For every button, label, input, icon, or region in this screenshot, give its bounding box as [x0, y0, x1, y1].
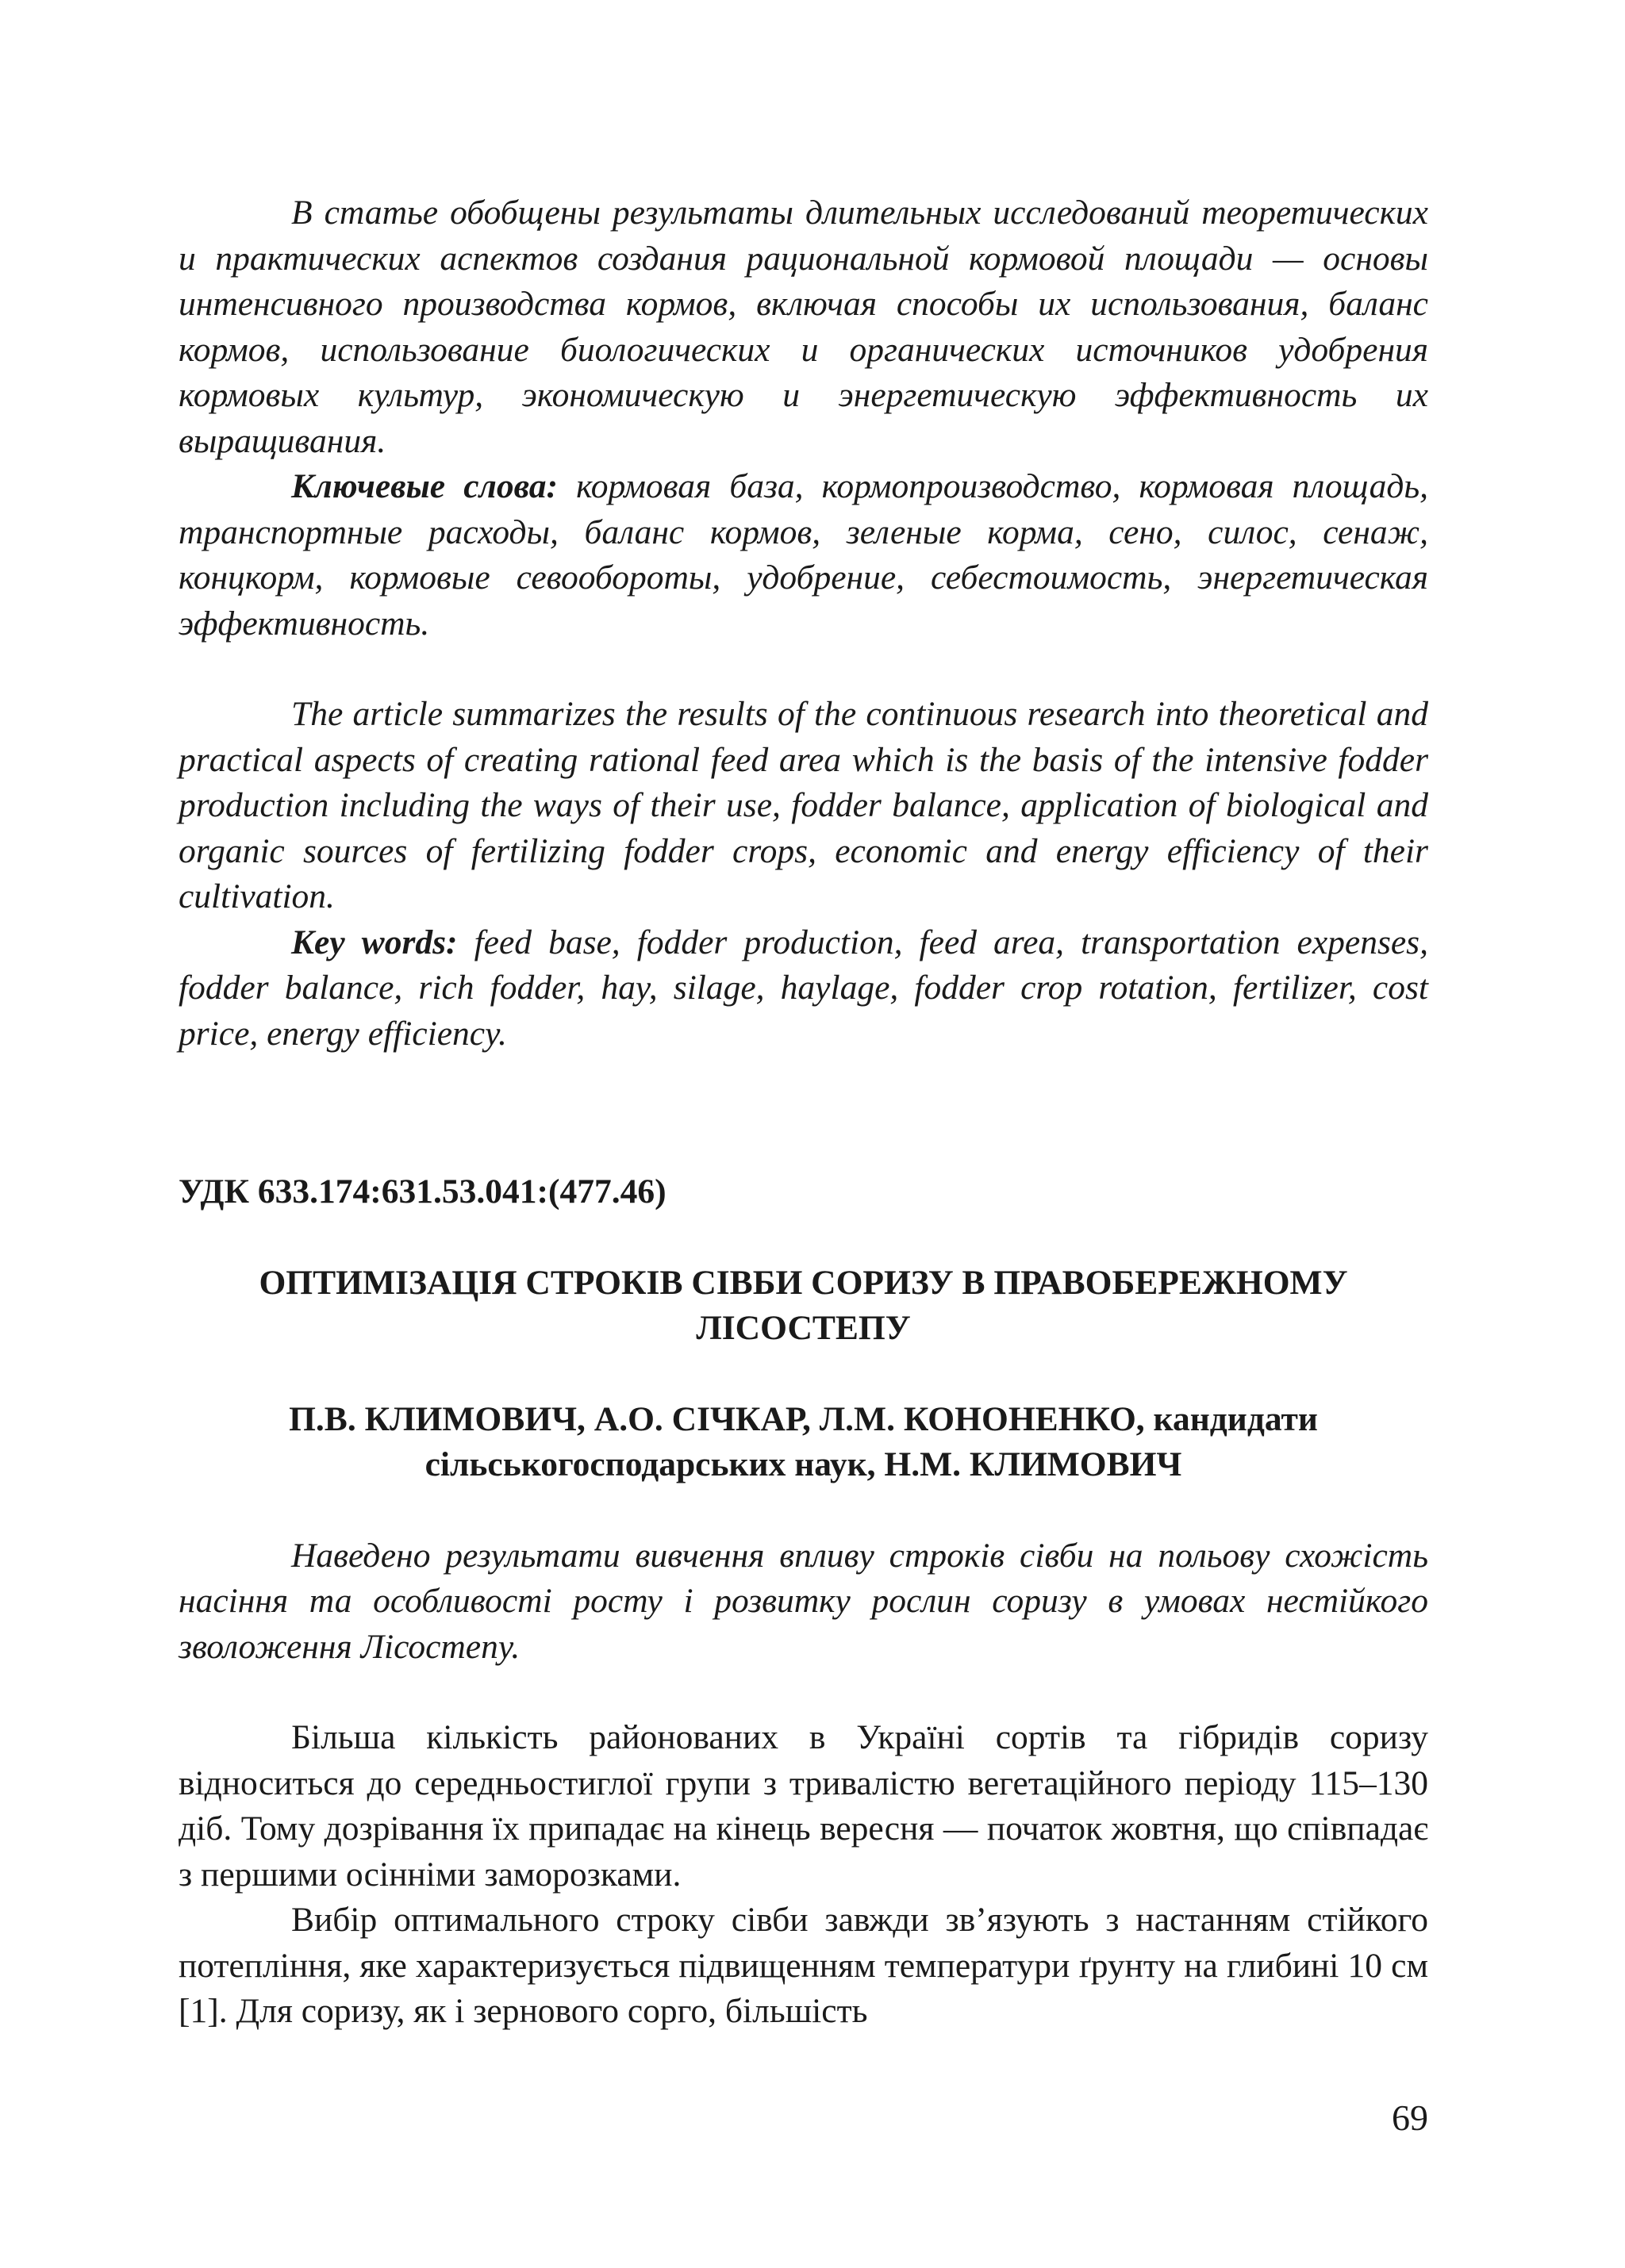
- en-keywords-text: feed base, fodder production, feed area, transportation expenses, fodder balance, rich fodder, hay, silage, haylage, fodder crop rotation, fertilizer, cost price, energy efficiency.: [179, 923, 1428, 1053]
- ru-keywords-label: Ключевые слова:: [291, 467, 558, 505]
- en-abstract: The article summarizes the results of the continuous research into theoretical and practical aspects of creating rational feed area which is the basis of the intensive fodder production including the ways of their use, fodder balance, application of biological and organic sources of fertilizing fodder crops, economic and energy efficiency of their cultivation.: [179, 695, 1428, 915]
- ru-keywords-text: кормовая база, кормопроизводство, кормовая площадь, транспортные расходы, баланс кормов, зеленые корма, сено, силос, сенаж, концкорм, кормовые севообороты, удобрение, себестоимость, энергетическая эффективность.: [179, 467, 1429, 643]
- ru-abstract: В статье обобщены результаты длительных исследований теоретических и практических аспектов создания рациональной кормовой площади — основы интенсивного производства кормов, включая способы их использования, баланс кормов, использование биологических и органических источников удобрения кормовых культур, экономическую и энергетическую эффективность их выращивания.: [179, 194, 1428, 460]
- body-paragraph-2: Вибір оптимального строку сівби завжди зв’язують з настанням стійкого потепління, яке характеризується підвищенням температури ґрунту на глибині 10 см [1]. Для соризу, як і зернового сорго, більшість: [179, 1901, 1428, 2030]
- ru-keywords: [179, 464, 1428, 647]
- udk-code: УДК 633.174:631.53.041:(477.46): [179, 1172, 667, 1211]
- article-authors: П.В. КЛИМОВИЧ, А.О. СІЧКАР, Л.М. КОНОНЕНКО, кандидати сільськогосподарських наук, Н.М. КЛИМОВИЧ: [289, 1399, 1318, 1483]
- en-keywords: [179, 920, 1428, 1057]
- en-keywords-label: Key words:: [291, 923, 458, 961]
- article-title: ОПТИМІЗАЦІЯ СТРОКІВ СІВБИ СОРИЗУ В ПРАВОБЕРЕЖНОМУ ЛІСОСТЕПУ: [259, 1263, 1348, 1347]
- page-number: 69: [1392, 2097, 1428, 2138]
- page-content: [179, 190, 1428, 2035]
- body-paragraph-1: Більша кількість районованих в Україні сортів та гібридів соризу відноситься до середньостиглої групи з тривалістю вегетаційного періоду 115–130 діб. Тому дозрівання їх припадає на кінець вересня — початок жовтня, що співпадає з першими осінніми заморозками.: [179, 1718, 1428, 1894]
- ua-abstract: Наведено результати вивчення впливу строків сівби на польову схожість насіння та особливості росту і розвитку рослин соризу в умовах нестійкого зволоження Лісостепу.: [179, 1536, 1428, 1666]
